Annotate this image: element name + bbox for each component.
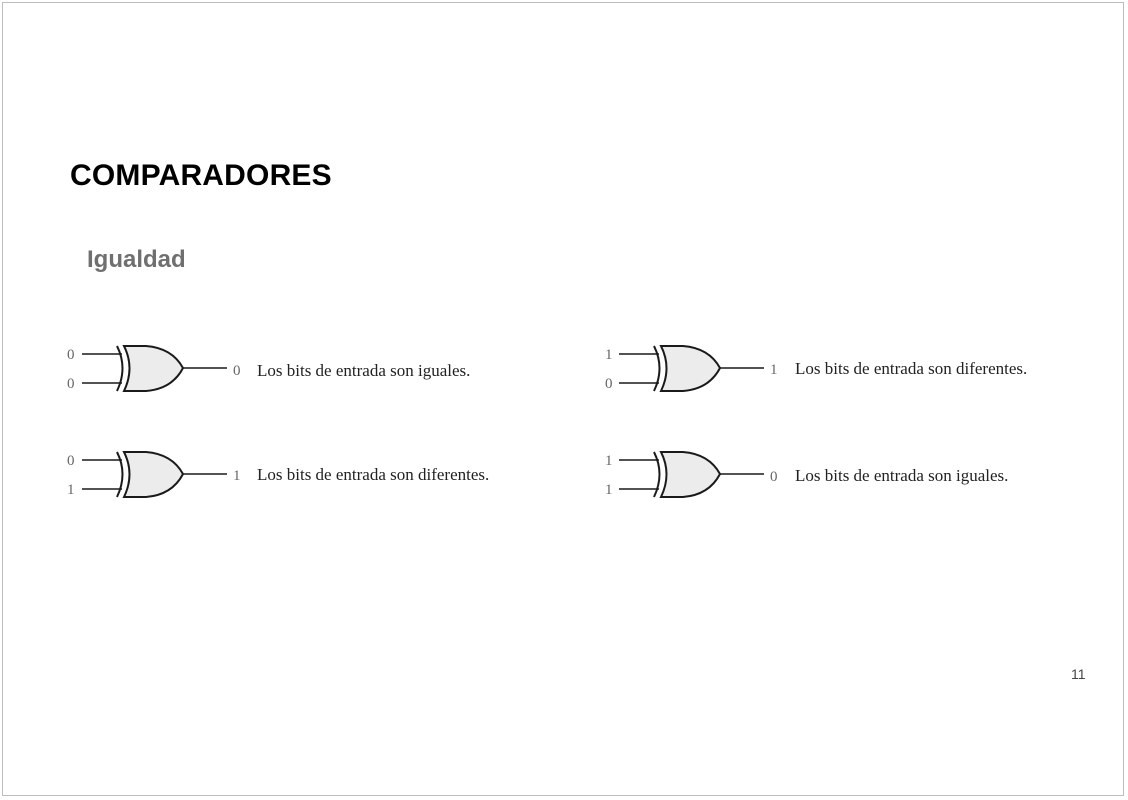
xor-gate-icon (654, 346, 660, 391)
xor-gate-1 (67, 346, 470, 392)
gate-1-input-b: 0 (67, 376, 75, 392)
gate-4-input-b: 1 (605, 482, 613, 498)
gate-2-input-a: 1 (605, 347, 613, 363)
gate-2-output: 1 (770, 362, 778, 378)
gate-2-description: Los bits de entrada son diferentes. (795, 359, 1028, 378)
xor-gate-icon (117, 452, 123, 497)
gate-4-output: 0 (770, 469, 778, 485)
xor-gate-3 (67, 452, 489, 498)
xor-gate-2 (605, 346, 1027, 392)
slide-title: COMPARADORES (70, 159, 332, 192)
gate-3-description: Los bits de entrada son diferentes. (257, 465, 490, 484)
gate-2-input-b: 0 (605, 376, 613, 392)
gate-3-input-b: 1 (67, 482, 75, 498)
gate-1-input-a: 0 (67, 347, 75, 363)
gate-3-input-a: 0 (67, 453, 75, 469)
xor-gate-4 (605, 452, 1008, 498)
gate-1-output: 0 (233, 363, 241, 379)
xor-gate-icon (654, 452, 660, 497)
xor-gate-icon (117, 346, 123, 391)
gate-4-description: Los bits de entrada son iguales. (795, 466, 1009, 485)
page-number: 11 (1071, 666, 1086, 682)
slide-subtitle: Igualdad (87, 246, 186, 273)
gate-3-output: 1 (233, 468, 241, 484)
gate-1-description: Los bits de entrada son iguales. (257, 361, 471, 380)
gate-4-input-a: 1 (605, 453, 613, 469)
